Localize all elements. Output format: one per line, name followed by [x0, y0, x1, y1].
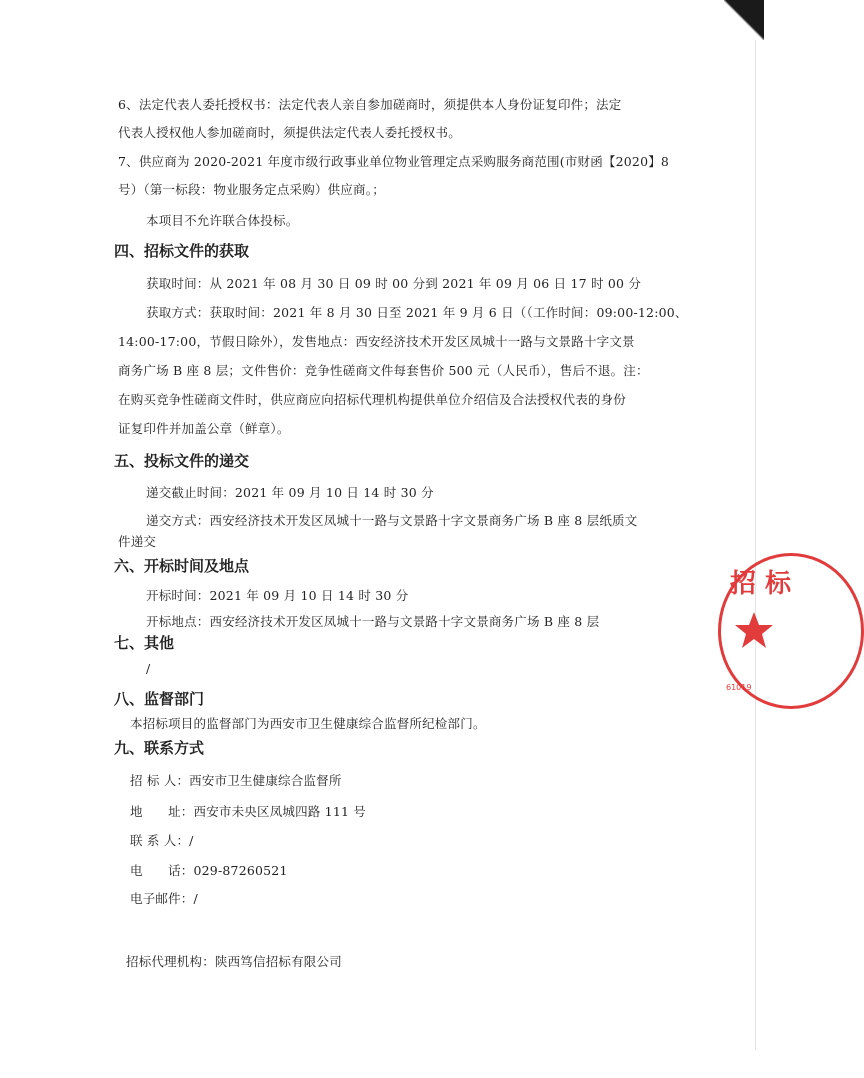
section-5-heading: 五、投标文件的递交	[114, 452, 250, 470]
submission-deadline: 递交截止时间：2021 年 09 月 10 日 14 时 30 分	[146, 485, 434, 500]
agency-name: 招标代理机构：陕西笃信招标有限公司	[126, 954, 342, 969]
opening-place: 开标地点：西安经济技术开发区凤城十一路与文景路十字文景商务广场 B 座 8 层	[146, 614, 600, 629]
section-7-heading: 七、其他	[114, 634, 175, 652]
section-8-heading: 八、监督部门	[114, 690, 205, 708]
contact-bidder: 招 标 人：西安市卫生健康综合监督所	[130, 773, 342, 788]
seal-star-icon	[734, 610, 774, 650]
contact-email: 电子邮件：/	[130, 891, 198, 906]
section-9-heading: 九、联系方式	[114, 739, 205, 757]
supervision-content: 本招标项目的监督部门为西安市卫生健康综合监督所纪检部门。	[130, 716, 486, 731]
obtain-method-line-3: 商务广场 B 座 8 层；文件售价：竞争性磋商文件每套售价 500 元（人民币），售后不退。注：	[118, 363, 649, 378]
seal-code: 61019	[726, 683, 752, 692]
official-seal	[712, 545, 792, 710]
contact-person: 联 系 人：/	[130, 833, 194, 848]
obtain-method-line-1: 获取方式：获取时间：2021 年 8 月 30 日至 2021 年 9 月 6 日（（工作时间：09:00-12:00、	[146, 305, 688, 320]
item-7-line-1: 7、供应商为 2020-2021 年度市级行政事业单位物业管理定点采购服务商范围(市财函【2020】8	[118, 154, 670, 169]
opening-time: 开标时间：2021 年 09 月 10 日 14 时 30 分	[146, 588, 409, 603]
consortium-note: 本项目不允许联合体投标。	[146, 213, 299, 228]
submission-method-line-2: 件递交	[118, 534, 157, 549]
item-6-line-1: 6、法定代表人委托授权书：法定代表人亲自参加磋商时，须提供本人身份证复印件；法定	[118, 97, 622, 112]
submission-method-line-1: 递交方式：西安经济技术开发区凤城十一路与文景路十字文景商务广场 B 座 8 层纸质文	[146, 513, 638, 528]
obtain-method-line-2: 14:00-17:00，节假日除外），发售地点：西安经济技术开发区凤城十一路与文景路十字文景	[118, 334, 635, 349]
other-content: /	[146, 661, 151, 676]
contact-address: 地 址：西安市未央区凤城四路 111 号	[130, 804, 367, 819]
obtain-time: 获取时间：从 2021 年 08 月 30 日 09 时 00 分到 2021 年 09 月 06 日 17 时 00 分	[146, 276, 642, 291]
item-6-line-2: 代表人授权他人参加磋商时，须提供法定代表人委托授权书。	[118, 125, 461, 140]
section-6-heading: 六、开标时间及地点	[114, 557, 250, 575]
seal-text: 招 标	[730, 569, 792, 599]
obtain-method-line-5: 证复印件并加盖公章（鲜章）。	[118, 421, 290, 436]
scan-corner-shadow	[724, 0, 764, 40]
item-7-line-2: 号）（第一标段：物业服务定点采购）供应商。；	[118, 182, 385, 197]
contact-phone: 电 话：029-87260521	[130, 863, 288, 878]
obtain-method-line-4: 在购买竞争性磋商文件时，供应商应向招标代理机构提供单位介绍信及合法授权代表的身份	[118, 392, 627, 407]
section-4-heading: 四、招标文件的获取	[114, 242, 250, 260]
